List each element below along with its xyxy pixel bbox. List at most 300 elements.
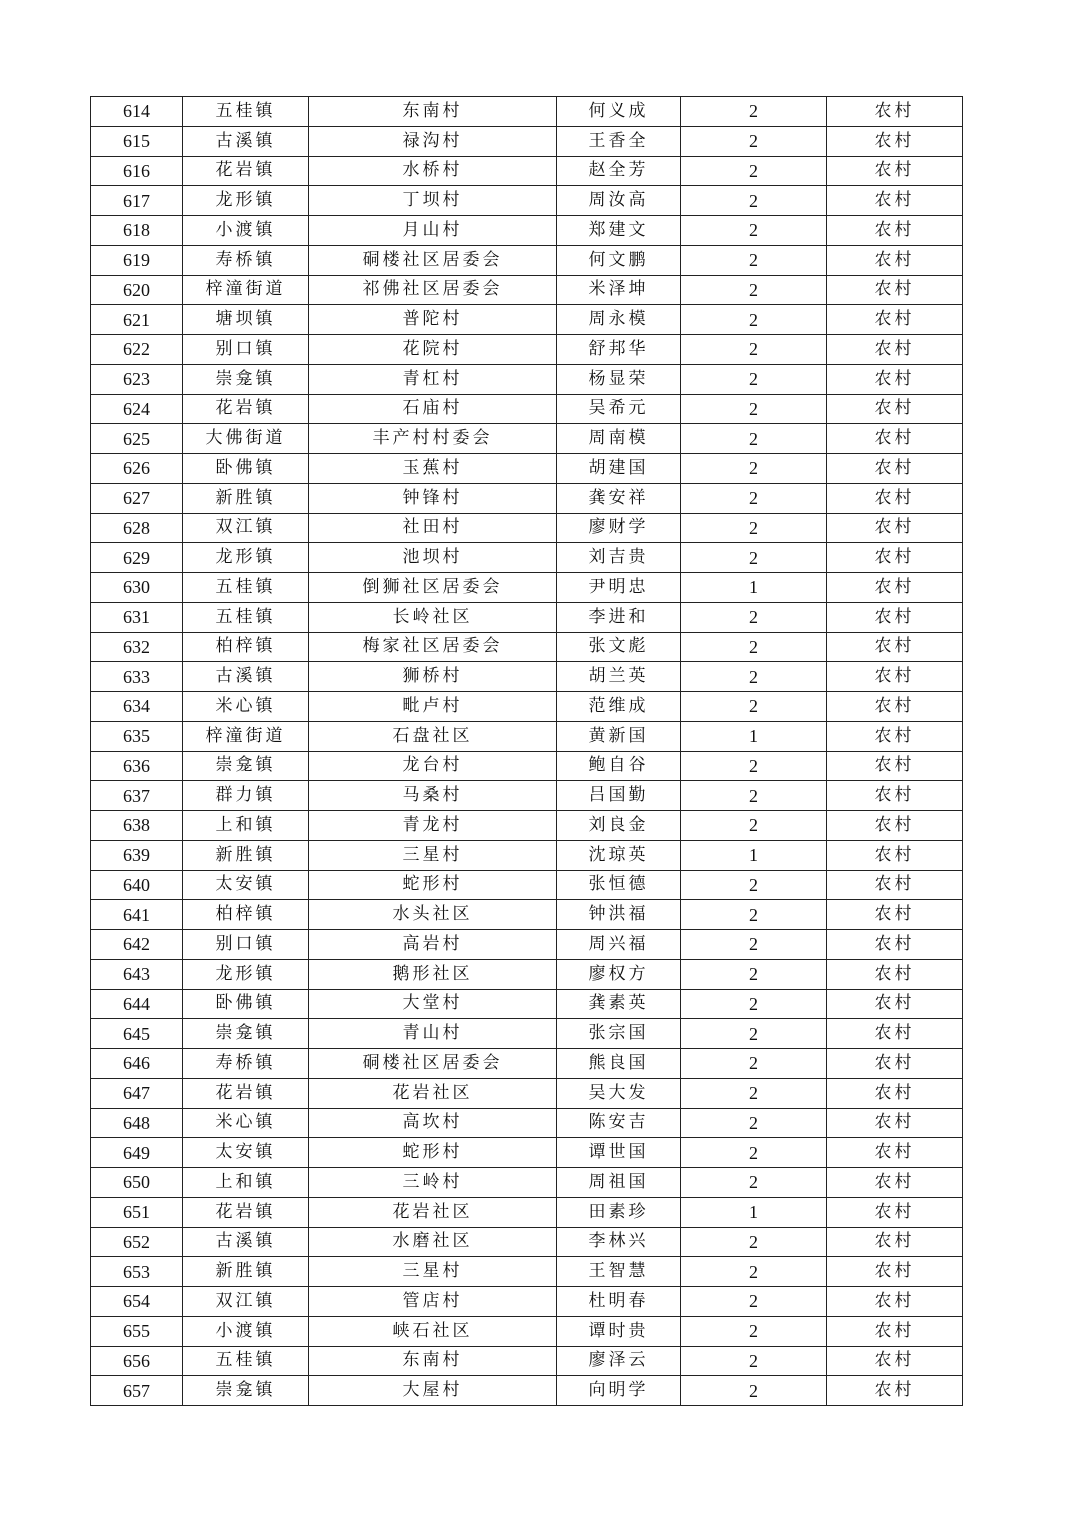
town-cell: 小渡镇 [183, 1316, 309, 1346]
village-cell: 倒狮社区居委会 [309, 573, 557, 603]
name-cell: 廖财学 [557, 513, 681, 543]
town-cell: 别口镇 [183, 930, 309, 960]
village-cell: 三星村 [309, 840, 557, 870]
name-cell: 刘良金 [557, 811, 681, 841]
village-cell: 毗卢村 [309, 692, 557, 722]
row-number-cell: 623 [91, 364, 183, 394]
name-cell: 范维成 [557, 692, 681, 722]
count-cell: 2 [681, 1376, 827, 1406]
count-cell: 2 [681, 781, 827, 811]
table-row [91, 751, 963, 781]
table-row [91, 1049, 963, 1079]
table-row [91, 692, 963, 722]
count-cell: 2 [681, 543, 827, 573]
name-cell: 熊良国 [557, 1049, 681, 1079]
village-cell: 大堂村 [309, 989, 557, 1019]
row-number-cell: 629 [91, 543, 183, 573]
type-cell: 农村 [827, 692, 963, 722]
town-cell: 五桂镇 [183, 97, 309, 127]
count-cell: 2 [681, 692, 827, 722]
table-row [91, 275, 963, 305]
village-cell: 硐楼社区居委会 [309, 245, 557, 275]
row-number-cell: 617 [91, 186, 183, 216]
type-cell: 农村 [827, 721, 963, 751]
village-cell: 峡石社区 [309, 1316, 557, 1346]
table-row [91, 454, 963, 484]
row-number-cell: 619 [91, 245, 183, 275]
town-cell: 塘坝镇 [183, 305, 309, 335]
row-number-cell: 640 [91, 870, 183, 900]
table-row [91, 573, 963, 603]
table-row [91, 662, 963, 692]
name-cell: 张宗国 [557, 1019, 681, 1049]
row-number-cell: 650 [91, 1168, 183, 1198]
town-cell: 龙形镇 [183, 186, 309, 216]
name-cell: 尹明忠 [557, 573, 681, 603]
count-cell: 2 [681, 602, 827, 632]
row-number-cell: 655 [91, 1316, 183, 1346]
village-cell: 蛇形村 [309, 870, 557, 900]
count-cell: 2 [681, 186, 827, 216]
town-cell: 花岩镇 [183, 156, 309, 186]
type-cell: 农村 [827, 454, 963, 484]
row-number-cell: 641 [91, 900, 183, 930]
town-cell: 小渡镇 [183, 216, 309, 246]
type-cell: 农村 [827, 216, 963, 246]
table-row [91, 840, 963, 870]
row-number-cell: 621 [91, 305, 183, 335]
table-row [91, 126, 963, 156]
town-cell: 崇龛镇 [183, 364, 309, 394]
row-number-cell: 648 [91, 1108, 183, 1138]
name-cell: 胡兰英 [557, 662, 681, 692]
village-cell: 禄沟村 [309, 126, 557, 156]
village-cell: 三岭村 [309, 1168, 557, 1198]
village-cell: 普陀村 [309, 305, 557, 335]
village-cell: 花岩社区 [309, 1197, 557, 1227]
count-cell: 2 [681, 364, 827, 394]
count-cell: 2 [681, 1138, 827, 1168]
name-cell: 郑建文 [557, 216, 681, 246]
town-cell: 上和镇 [183, 811, 309, 841]
count-cell: 2 [681, 1108, 827, 1138]
count-cell: 2 [681, 930, 827, 960]
town-cell: 古溪镇 [183, 662, 309, 692]
village-cell: 东南村 [309, 97, 557, 127]
type-cell: 农村 [827, 1227, 963, 1257]
name-cell: 胡建国 [557, 454, 681, 484]
town-cell: 花岩镇 [183, 1078, 309, 1108]
count-cell: 2 [681, 394, 827, 424]
town-cell: 梓潼街道 [183, 275, 309, 305]
town-cell: 群力镇 [183, 781, 309, 811]
table-row [91, 1316, 963, 1346]
village-cell: 大屋村 [309, 1376, 557, 1406]
row-number-cell: 628 [91, 513, 183, 543]
row-number-cell: 649 [91, 1138, 183, 1168]
type-cell: 农村 [827, 156, 963, 186]
name-cell: 李林兴 [557, 1227, 681, 1257]
count-cell: 2 [681, 959, 827, 989]
type-cell: 农村 [827, 1197, 963, 1227]
count-cell: 2 [681, 156, 827, 186]
name-cell: 沈琼英 [557, 840, 681, 870]
row-number-cell: 615 [91, 126, 183, 156]
count-cell: 2 [681, 454, 827, 484]
count-cell: 2 [681, 811, 827, 841]
row-number-cell: 636 [91, 751, 183, 781]
village-cell: 水桥村 [309, 156, 557, 186]
town-cell: 寿桥镇 [183, 1049, 309, 1079]
town-cell: 梓潼街道 [183, 721, 309, 751]
table-row [91, 1376, 963, 1406]
type-cell: 农村 [827, 602, 963, 632]
count-cell: 2 [681, 1346, 827, 1376]
count-cell: 2 [681, 513, 827, 543]
type-cell: 农村 [827, 751, 963, 781]
type-cell: 农村 [827, 97, 963, 127]
document-page [90, 96, 962, 1406]
type-cell: 农村 [827, 424, 963, 454]
row-number-cell: 656 [91, 1346, 183, 1376]
name-cell: 米泽坤 [557, 275, 681, 305]
count-cell: 2 [681, 1227, 827, 1257]
village-cell: 长岭社区 [309, 602, 557, 632]
name-cell: 向明学 [557, 1376, 681, 1406]
village-cell: 青山村 [309, 1019, 557, 1049]
count-cell: 2 [681, 1257, 827, 1287]
name-cell: 钟洪福 [557, 900, 681, 930]
name-cell: 赵全芳 [557, 156, 681, 186]
type-cell: 农村 [827, 1376, 963, 1406]
name-cell: 龚安祥 [557, 483, 681, 513]
type-cell: 农村 [827, 870, 963, 900]
village-cell: 东南村 [309, 1346, 557, 1376]
count-cell: 2 [681, 1316, 827, 1346]
type-cell: 农村 [827, 1049, 963, 1079]
row-number-cell: 657 [91, 1376, 183, 1406]
name-cell: 何文鹏 [557, 245, 681, 275]
village-cell: 梅家社区居委会 [309, 632, 557, 662]
count-cell: 2 [681, 335, 827, 365]
table-row [91, 305, 963, 335]
name-cell: 周永模 [557, 305, 681, 335]
town-cell: 大佛街道 [183, 424, 309, 454]
town-cell: 太安镇 [183, 1138, 309, 1168]
name-cell: 吴希元 [557, 394, 681, 424]
type-cell: 农村 [827, 632, 963, 662]
table-row [91, 543, 963, 573]
town-cell: 别口镇 [183, 335, 309, 365]
count-cell: 2 [681, 424, 827, 454]
village-cell: 青龙村 [309, 811, 557, 841]
row-number-cell: 625 [91, 424, 183, 454]
town-cell: 新胜镇 [183, 840, 309, 870]
name-cell: 杜明春 [557, 1287, 681, 1317]
name-cell: 舒邦华 [557, 335, 681, 365]
type-cell: 农村 [827, 1287, 963, 1317]
row-number-cell: 644 [91, 989, 183, 1019]
data-table [90, 96, 963, 1406]
town-cell: 五桂镇 [183, 602, 309, 632]
type-cell: 农村 [827, 1108, 963, 1138]
count-cell: 2 [681, 1049, 827, 1079]
count-cell: 2 [681, 751, 827, 781]
type-cell: 农村 [827, 1316, 963, 1346]
count-cell: 2 [681, 1078, 827, 1108]
table-row [91, 97, 963, 127]
table-row [91, 424, 963, 454]
type-cell: 农村 [827, 930, 963, 960]
table-row [91, 1227, 963, 1257]
town-cell: 太安镇 [183, 870, 309, 900]
table-row [91, 1257, 963, 1287]
name-cell: 吴大发 [557, 1078, 681, 1108]
row-number-cell: 616 [91, 156, 183, 186]
town-cell: 新胜镇 [183, 1257, 309, 1287]
table-row [91, 364, 963, 394]
row-number-cell: 642 [91, 930, 183, 960]
town-cell: 崇龛镇 [183, 751, 309, 781]
count-cell: 1 [681, 573, 827, 603]
type-cell: 农村 [827, 1257, 963, 1287]
count-cell: 2 [681, 989, 827, 1019]
name-cell: 廖权方 [557, 959, 681, 989]
row-number-cell: 632 [91, 632, 183, 662]
table-row [91, 1346, 963, 1376]
type-cell: 农村 [827, 245, 963, 275]
row-number-cell: 654 [91, 1287, 183, 1317]
town-cell: 花岩镇 [183, 394, 309, 424]
table-row [91, 394, 963, 424]
town-cell: 龙形镇 [183, 959, 309, 989]
table-row [91, 245, 963, 275]
town-cell: 龙形镇 [183, 543, 309, 573]
table-row [91, 1138, 963, 1168]
type-cell: 农村 [827, 1138, 963, 1168]
table-row [91, 930, 963, 960]
table-row [91, 602, 963, 632]
village-cell: 蛇形村 [309, 1138, 557, 1168]
name-cell: 谭时贵 [557, 1316, 681, 1346]
type-cell: 农村 [827, 364, 963, 394]
count-cell: 2 [681, 1019, 827, 1049]
count-cell: 2 [681, 245, 827, 275]
village-cell: 花岩社区 [309, 1078, 557, 1108]
name-cell: 张恒德 [557, 870, 681, 900]
name-cell: 陈安吉 [557, 1108, 681, 1138]
row-number-cell: 646 [91, 1049, 183, 1079]
village-cell: 水磨社区 [309, 1227, 557, 1257]
table-row [91, 1108, 963, 1138]
count-cell: 2 [681, 97, 827, 127]
count-cell: 2 [681, 1287, 827, 1317]
town-cell: 卧佛镇 [183, 454, 309, 484]
table-row [91, 989, 963, 1019]
village-cell: 青杠村 [309, 364, 557, 394]
village-cell: 石盘社区 [309, 721, 557, 751]
village-cell: 社田村 [309, 513, 557, 543]
name-cell: 谭世国 [557, 1138, 681, 1168]
table-row [91, 900, 963, 930]
type-cell: 农村 [827, 1019, 963, 1049]
table-row [91, 1078, 963, 1108]
count-cell: 2 [681, 216, 827, 246]
table-row [91, 1168, 963, 1198]
type-cell: 农村 [827, 483, 963, 513]
town-cell: 米心镇 [183, 1108, 309, 1138]
village-cell: 祁佛社区居委会 [309, 275, 557, 305]
name-cell: 吕国勤 [557, 781, 681, 811]
count-cell: 2 [681, 900, 827, 930]
count-cell: 2 [681, 275, 827, 305]
village-cell: 丰产村村委会 [309, 424, 557, 454]
row-number-cell: 622 [91, 335, 183, 365]
village-cell: 三星村 [309, 1257, 557, 1287]
count-cell: 1 [681, 1197, 827, 1227]
village-cell: 池坝村 [309, 543, 557, 573]
table-row [91, 959, 963, 989]
name-cell: 刘吉贵 [557, 543, 681, 573]
row-number-cell: 620 [91, 275, 183, 305]
type-cell: 农村 [827, 840, 963, 870]
name-cell: 周祖国 [557, 1168, 681, 1198]
town-cell: 古溪镇 [183, 1227, 309, 1257]
table-row [91, 513, 963, 543]
type-cell: 农村 [827, 959, 963, 989]
count-cell: 2 [681, 305, 827, 335]
table-row [91, 335, 963, 365]
village-cell: 月山村 [309, 216, 557, 246]
table-row [91, 811, 963, 841]
type-cell: 农村 [827, 1168, 963, 1198]
name-cell: 李进和 [557, 602, 681, 632]
type-cell: 农村 [827, 126, 963, 156]
type-cell: 农村 [827, 989, 963, 1019]
row-number-cell: 626 [91, 454, 183, 484]
row-number-cell: 624 [91, 394, 183, 424]
name-cell: 廖泽云 [557, 1346, 681, 1376]
row-number-cell: 630 [91, 573, 183, 603]
town-cell: 柏梓镇 [183, 900, 309, 930]
count-cell: 2 [681, 632, 827, 662]
count-cell: 2 [681, 870, 827, 900]
row-number-cell: 627 [91, 483, 183, 513]
name-cell: 周南模 [557, 424, 681, 454]
name-cell: 何义成 [557, 97, 681, 127]
count-cell: 2 [681, 662, 827, 692]
town-cell: 米心镇 [183, 692, 309, 722]
village-cell: 马桑村 [309, 781, 557, 811]
name-cell: 王智慧 [557, 1257, 681, 1287]
village-cell: 丁坝村 [309, 186, 557, 216]
table-row [91, 186, 963, 216]
row-number-cell: 647 [91, 1078, 183, 1108]
town-cell: 双江镇 [183, 513, 309, 543]
name-cell: 杨显荣 [557, 364, 681, 394]
village-cell: 龙台村 [309, 751, 557, 781]
village-cell: 水头社区 [309, 900, 557, 930]
type-cell: 农村 [827, 811, 963, 841]
row-number-cell: 651 [91, 1197, 183, 1227]
count-cell: 1 [681, 840, 827, 870]
village-cell: 玉蕉村 [309, 454, 557, 484]
table-body [91, 97, 963, 1406]
name-cell: 周汝高 [557, 186, 681, 216]
village-cell: 高岩村 [309, 930, 557, 960]
village-cell: 花院村 [309, 335, 557, 365]
row-number-cell: 653 [91, 1257, 183, 1287]
type-cell: 农村 [827, 394, 963, 424]
name-cell: 王香全 [557, 126, 681, 156]
type-cell: 农村 [827, 781, 963, 811]
count-cell: 1 [681, 721, 827, 751]
town-cell: 五桂镇 [183, 1346, 309, 1376]
row-number-cell: 618 [91, 216, 183, 246]
count-cell: 2 [681, 483, 827, 513]
village-cell: 高坎村 [309, 1108, 557, 1138]
row-number-cell: 637 [91, 781, 183, 811]
table-row [91, 483, 963, 513]
row-number-cell: 634 [91, 692, 183, 722]
town-cell: 双江镇 [183, 1287, 309, 1317]
type-cell: 农村 [827, 1346, 963, 1376]
table-row [91, 1287, 963, 1317]
table-row [91, 1019, 963, 1049]
table-row [91, 870, 963, 900]
row-number-cell: 652 [91, 1227, 183, 1257]
row-number-cell: 631 [91, 602, 183, 632]
table-row [91, 216, 963, 246]
row-number-cell: 645 [91, 1019, 183, 1049]
row-number-cell: 633 [91, 662, 183, 692]
name-cell: 龚素英 [557, 989, 681, 1019]
village-cell: 狮桥村 [309, 662, 557, 692]
village-cell: 管店村 [309, 1287, 557, 1317]
name-cell: 鲍自谷 [557, 751, 681, 781]
village-cell: 鹅形社区 [309, 959, 557, 989]
village-cell: 硐楼社区居委会 [309, 1049, 557, 1079]
name-cell: 张文彪 [557, 632, 681, 662]
count-cell: 2 [681, 126, 827, 156]
town-cell: 卧佛镇 [183, 989, 309, 1019]
type-cell: 农村 [827, 186, 963, 216]
table-row [91, 156, 963, 186]
town-cell: 崇龛镇 [183, 1376, 309, 1406]
town-cell: 五桂镇 [183, 573, 309, 603]
count-cell: 2 [681, 1168, 827, 1198]
town-cell: 新胜镇 [183, 483, 309, 513]
row-number-cell: 614 [91, 97, 183, 127]
type-cell: 农村 [827, 305, 963, 335]
town-cell: 花岩镇 [183, 1197, 309, 1227]
type-cell: 农村 [827, 573, 963, 603]
village-cell: 钟锋村 [309, 483, 557, 513]
table-row [91, 1197, 963, 1227]
town-cell: 柏梓镇 [183, 632, 309, 662]
type-cell: 农村 [827, 543, 963, 573]
name-cell: 黄新国 [557, 721, 681, 751]
town-cell: 上和镇 [183, 1168, 309, 1198]
town-cell: 寿桥镇 [183, 245, 309, 275]
row-number-cell: 643 [91, 959, 183, 989]
town-cell: 崇龛镇 [183, 1019, 309, 1049]
type-cell: 农村 [827, 662, 963, 692]
table-row [91, 632, 963, 662]
town-cell: 古溪镇 [183, 126, 309, 156]
row-number-cell: 639 [91, 840, 183, 870]
row-number-cell: 635 [91, 721, 183, 751]
